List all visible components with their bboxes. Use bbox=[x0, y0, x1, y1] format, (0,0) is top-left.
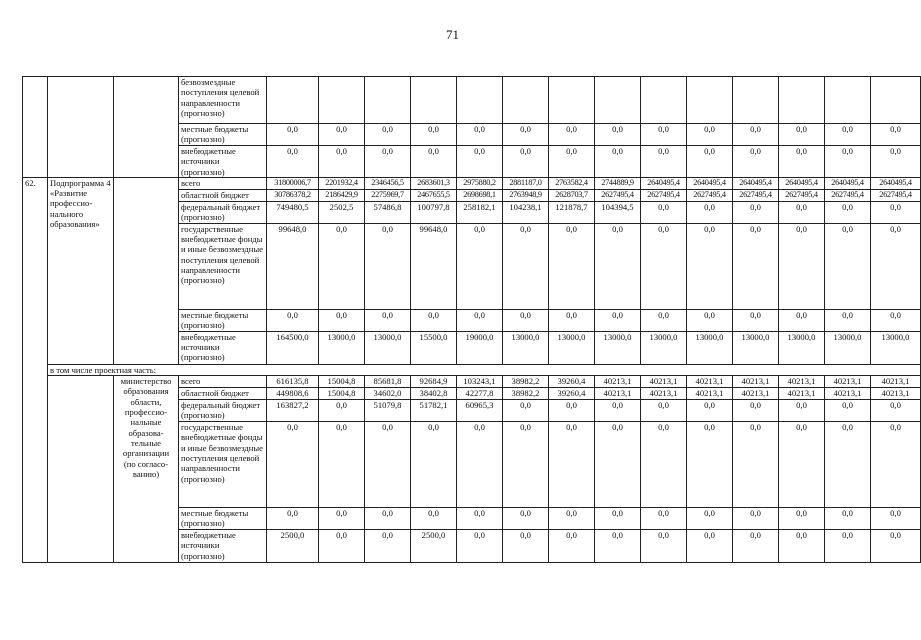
value-cell: 0,0 bbox=[687, 508, 733, 530]
value-cell: 2627495,4 bbox=[871, 189, 921, 201]
value-cell: 121878,7 bbox=[549, 201, 595, 223]
value-cell: 0,0 bbox=[779, 422, 825, 508]
value-cell: 0,0 bbox=[733, 223, 779, 309]
value-cell: 40213,1 bbox=[687, 376, 733, 388]
value-cell: 60965,3 bbox=[457, 400, 503, 422]
source-cell: федеральный бюджет (прогнозно) bbox=[179, 400, 267, 422]
value-cell: 13000,0 bbox=[595, 331, 641, 364]
value-cell: 0,0 bbox=[825, 223, 871, 309]
value-cell: 0,0 bbox=[365, 508, 411, 530]
value-cell: 40213,1 bbox=[779, 376, 825, 388]
value-cell: 0,0 bbox=[825, 400, 871, 422]
value-cell: 0,0 bbox=[779, 223, 825, 309]
value-cell: 0,0 bbox=[825, 422, 871, 508]
value-cell: 0,0 bbox=[687, 530, 733, 563]
value-cell: 0,0 bbox=[457, 124, 503, 146]
value-cell: 0,0 bbox=[319, 223, 365, 309]
value-cell: 0,0 bbox=[503, 508, 549, 530]
value-cell: 0,0 bbox=[641, 508, 687, 530]
section-row bbox=[23, 364, 921, 375]
value-cell bbox=[319, 77, 365, 124]
value-cell: 31800006,7 bbox=[267, 177, 319, 189]
value-cell: 163827,2 bbox=[267, 400, 319, 422]
value-cell: 2186429,9 bbox=[319, 189, 365, 201]
value-cell: 749480,5 bbox=[267, 201, 319, 223]
value-cell: 38982,2 bbox=[503, 388, 549, 400]
value-cell: 51079,8 bbox=[365, 400, 411, 422]
value-cell: 0,0 bbox=[267, 146, 319, 178]
value-cell: 258182,1 bbox=[457, 201, 503, 223]
value-cell: 0,0 bbox=[641, 530, 687, 563]
value-cell: 19000,0 bbox=[457, 331, 503, 364]
value-cell: 0,0 bbox=[871, 146, 921, 178]
value-cell bbox=[687, 77, 733, 124]
budget-table-body bbox=[23, 77, 921, 563]
value-cell: 2627495,4 bbox=[733, 189, 779, 201]
value-cell: 13000,0 bbox=[549, 331, 595, 364]
value-cell: 40213,1 bbox=[779, 388, 825, 400]
value-cell: 0,0 bbox=[779, 508, 825, 530]
value-cell: 0,0 bbox=[733, 309, 779, 331]
source-cell: всего bbox=[179, 376, 267, 388]
value-cell: 38982,2 bbox=[503, 376, 549, 388]
value-cell: 40213,1 bbox=[641, 388, 687, 400]
value-cell: 0,0 bbox=[641, 223, 687, 309]
value-cell: 0,0 bbox=[595, 422, 641, 508]
value-cell: 40213,1 bbox=[595, 376, 641, 388]
value-cell: 0,0 bbox=[733, 201, 779, 223]
value-cell: 2640495,4 bbox=[825, 177, 871, 189]
value-cell: 0,0 bbox=[411, 508, 457, 530]
value-cell: 0,0 bbox=[503, 124, 549, 146]
value-cell: 0,0 bbox=[503, 530, 549, 563]
value-cell bbox=[411, 77, 457, 124]
value-cell bbox=[503, 77, 549, 124]
value-cell: 40213,1 bbox=[825, 388, 871, 400]
value-cell: 2640495,4 bbox=[687, 177, 733, 189]
value-cell: 13000,0 bbox=[825, 331, 871, 364]
value-cell: 0,0 bbox=[411, 124, 457, 146]
value-cell: 0,0 bbox=[549, 530, 595, 563]
value-cell: 0,0 bbox=[503, 400, 549, 422]
value-cell: 2763582,4 bbox=[549, 177, 595, 189]
source-cell: внебюджетные источники (прогнозно) bbox=[179, 331, 267, 364]
value-cell: 0,0 bbox=[825, 201, 871, 223]
value-cell: 0,0 bbox=[779, 201, 825, 223]
value-cell: 2627495,4 bbox=[641, 189, 687, 201]
value-cell: 40213,1 bbox=[733, 376, 779, 388]
value-cell: 2640495,4 bbox=[871, 177, 921, 189]
value-cell: 0,0 bbox=[687, 309, 733, 331]
table-row bbox=[23, 376, 921, 388]
value-cell: 0,0 bbox=[825, 508, 871, 530]
value-cell: 0,0 bbox=[457, 309, 503, 331]
value-cell: 13000,0 bbox=[503, 331, 549, 364]
value-cell: 0,0 bbox=[595, 124, 641, 146]
value-cell: 0,0 bbox=[733, 508, 779, 530]
value-cell: 0,0 bbox=[549, 146, 595, 178]
value-cell: 38402,8 bbox=[411, 388, 457, 400]
value-cell: 0,0 bbox=[267, 422, 319, 508]
value-cell: 40213,1 bbox=[871, 376, 921, 388]
value-cell: 15004,8 bbox=[319, 376, 365, 388]
source-cell: внебюджетные источники (прогнозно) bbox=[179, 530, 267, 563]
value-cell: 0,0 bbox=[457, 530, 503, 563]
value-cell: 0,0 bbox=[641, 309, 687, 331]
value-cell: 0,0 bbox=[733, 422, 779, 508]
value-cell: 2627495,4 bbox=[779, 189, 825, 201]
value-cell: 2975880,2 bbox=[457, 177, 503, 189]
value-cell: 2627495,4 bbox=[595, 189, 641, 201]
value-cell: 2500,0 bbox=[267, 530, 319, 563]
value-cell: 2628703,7 bbox=[549, 189, 595, 201]
value-cell: 0,0 bbox=[457, 422, 503, 508]
value-cell: 0,0 bbox=[733, 124, 779, 146]
page-number: 71 bbox=[446, 27, 459, 42]
value-cell: 0,0 bbox=[871, 530, 921, 563]
value-cell: 92684,9 bbox=[411, 376, 457, 388]
value-cell bbox=[733, 77, 779, 124]
value-cell: 0,0 bbox=[457, 146, 503, 178]
value-cell: 0,0 bbox=[595, 309, 641, 331]
value-cell: 0,0 bbox=[687, 223, 733, 309]
value-cell: 39260,4 bbox=[549, 376, 595, 388]
value-cell: 13000,0 bbox=[871, 331, 921, 364]
table-row bbox=[23, 177, 921, 189]
value-cell: 0,0 bbox=[319, 146, 365, 178]
value-cell: 0,0 bbox=[549, 400, 595, 422]
name-cell bbox=[48, 77, 114, 178]
value-cell: 616135,8 bbox=[267, 376, 319, 388]
value-cell bbox=[549, 77, 595, 124]
value-cell: 2763948,9 bbox=[503, 189, 549, 201]
value-cell: 0,0 bbox=[595, 400, 641, 422]
value-cell: 0,0 bbox=[319, 508, 365, 530]
value-cell: 0,0 bbox=[641, 124, 687, 146]
value-cell: 0,0 bbox=[779, 309, 825, 331]
value-cell: 34602,0 bbox=[365, 388, 411, 400]
value-cell: 40213,1 bbox=[687, 388, 733, 400]
value-cell: 104394,5 bbox=[595, 201, 641, 223]
value-cell: 2698698,1 bbox=[457, 189, 503, 201]
value-cell: 2640495,4 bbox=[779, 177, 825, 189]
value-cell: 0,0 bbox=[549, 422, 595, 508]
value-cell: 2640495,4 bbox=[733, 177, 779, 189]
value-cell: 2881187,0 bbox=[503, 177, 549, 189]
value-cell: 51782,1 bbox=[411, 400, 457, 422]
value-cell: 449808,6 bbox=[267, 388, 319, 400]
table-row bbox=[23, 77, 921, 124]
value-cell: 40213,1 bbox=[595, 388, 641, 400]
value-cell bbox=[641, 77, 687, 124]
value-cell bbox=[825, 77, 871, 124]
value-cell: 0,0 bbox=[267, 508, 319, 530]
empty-name-cell bbox=[48, 376, 114, 563]
value-cell: 0,0 bbox=[641, 400, 687, 422]
program-number: 62. bbox=[23, 177, 48, 562]
value-cell: 100797,8 bbox=[411, 201, 457, 223]
value-cell: 0,0 bbox=[319, 422, 365, 508]
value-cell: 13000,0 bbox=[319, 331, 365, 364]
value-cell: 0,0 bbox=[411, 309, 457, 331]
source-cell: областной бюджет bbox=[179, 388, 267, 400]
value-cell: 104238,1 bbox=[503, 201, 549, 223]
value-cell: 0,0 bbox=[825, 530, 871, 563]
value-cell: 40213,1 bbox=[641, 376, 687, 388]
value-cell: 13000,0 bbox=[365, 331, 411, 364]
value-cell: 2275969,7 bbox=[365, 189, 411, 201]
value-cell: 0,0 bbox=[549, 124, 595, 146]
source-cell: местные бюджеты (прогнозно) bbox=[179, 124, 267, 146]
value-cell: 2640495,4 bbox=[641, 177, 687, 189]
value-cell: 0,0 bbox=[687, 201, 733, 223]
value-cell: 0,0 bbox=[733, 146, 779, 178]
value-cell: 42277,8 bbox=[457, 388, 503, 400]
value-cell: 0,0 bbox=[871, 309, 921, 331]
value-cell: 0,0 bbox=[825, 309, 871, 331]
value-cell: 0,0 bbox=[871, 201, 921, 223]
value-cell: 0,0 bbox=[365, 309, 411, 331]
value-cell: 0,0 bbox=[687, 400, 733, 422]
value-cell: 0,0 bbox=[687, 422, 733, 508]
executor-cell bbox=[114, 177, 179, 364]
value-cell bbox=[871, 77, 921, 124]
program-name: Подпрограмма 4 «Развитие профессио-нального образования» bbox=[48, 177, 114, 364]
value-cell: 13000,0 bbox=[641, 331, 687, 364]
value-cell: 0,0 bbox=[365, 530, 411, 563]
value-cell: 2627495,4 bbox=[825, 189, 871, 201]
value-cell: 40213,1 bbox=[733, 388, 779, 400]
value-cell: 0,0 bbox=[779, 530, 825, 563]
value-cell: 2502,5 bbox=[319, 201, 365, 223]
project-section-label: в том числе проектная часть: bbox=[48, 364, 921, 375]
value-cell: 13000,0 bbox=[733, 331, 779, 364]
executor-cell bbox=[114, 77, 179, 178]
value-cell: 0,0 bbox=[365, 422, 411, 508]
source-cell: местные бюджеты (прогнозно) bbox=[179, 309, 267, 331]
value-cell: 0,0 bbox=[503, 422, 549, 508]
value-cell: 0,0 bbox=[595, 146, 641, 178]
value-cell: 13000,0 bbox=[779, 331, 825, 364]
ministry-name: министерство образования области, профессио-нальные образова-тельные организации (по согласо-ванию) bbox=[114, 376, 179, 563]
value-cell: 0,0 bbox=[733, 530, 779, 563]
value-cell: 0,0 bbox=[641, 201, 687, 223]
source-cell: государственные внебюджетные фонды и иные безвозмездные поступления целевой направленности (прогнозно) bbox=[179, 223, 267, 309]
value-cell: 0,0 bbox=[871, 508, 921, 530]
value-cell: 0,0 bbox=[365, 146, 411, 178]
value-cell: 0,0 bbox=[779, 400, 825, 422]
source-cell: государственные внебюджетные фонды и иные безвозмездные поступления целевой направленности (прогнозно) bbox=[179, 422, 267, 508]
value-cell: 0,0 bbox=[319, 309, 365, 331]
value-cell: 13000,0 bbox=[687, 331, 733, 364]
source-cell: местные бюджеты (прогнозно) bbox=[179, 508, 267, 530]
value-cell: 0,0 bbox=[825, 124, 871, 146]
value-cell: 0,0 bbox=[595, 508, 641, 530]
value-cell: 2201932,4 bbox=[319, 177, 365, 189]
value-cell: 0,0 bbox=[549, 223, 595, 309]
value-cell: 103243,1 bbox=[457, 376, 503, 388]
value-cell bbox=[365, 77, 411, 124]
value-cell: 0,0 bbox=[267, 309, 319, 331]
value-cell: 0,0 bbox=[457, 223, 503, 309]
source-cell: всего bbox=[179, 177, 267, 189]
value-cell: 0,0 bbox=[411, 422, 457, 508]
value-cell: 30786378,2 bbox=[267, 189, 319, 201]
value-cell bbox=[457, 77, 503, 124]
value-cell: 0,0 bbox=[825, 146, 871, 178]
value-cell: 0,0 bbox=[871, 400, 921, 422]
value-cell: 39260,4 bbox=[549, 388, 595, 400]
source-cell: областной бюджет bbox=[179, 189, 267, 201]
value-cell: 0,0 bbox=[319, 530, 365, 563]
value-cell: 85681,8 bbox=[365, 376, 411, 388]
value-cell: 0,0 bbox=[733, 400, 779, 422]
value-cell: 0,0 bbox=[549, 508, 595, 530]
value-cell: 99648,0 bbox=[411, 223, 457, 309]
value-cell: 99648,0 bbox=[267, 223, 319, 309]
value-cell: 57486,8 bbox=[365, 201, 411, 223]
value-cell: 40213,1 bbox=[871, 388, 921, 400]
value-cell: 0,0 bbox=[503, 309, 549, 331]
value-cell: 15500,0 bbox=[411, 331, 457, 364]
value-cell: 40213,1 bbox=[825, 376, 871, 388]
value-cell: 0,0 bbox=[365, 223, 411, 309]
value-cell: 0,0 bbox=[503, 146, 549, 178]
value-cell: 0,0 bbox=[687, 124, 733, 146]
value-cell bbox=[595, 77, 641, 124]
value-cell: 2744889,9 bbox=[595, 177, 641, 189]
value-cell: 0,0 bbox=[267, 124, 319, 146]
value-cell: 2683601,3 bbox=[411, 177, 457, 189]
value-cell: 0,0 bbox=[641, 422, 687, 508]
value-cell: 0,0 bbox=[503, 223, 549, 309]
value-cell: 0,0 bbox=[687, 146, 733, 178]
value-cell: 0,0 bbox=[871, 223, 921, 309]
number-cell bbox=[23, 77, 48, 178]
source-cell: безвозмездные поступления целевой направленности (прогнозно) bbox=[179, 77, 267, 124]
value-cell: 0,0 bbox=[319, 400, 365, 422]
value-cell: 0,0 bbox=[411, 146, 457, 178]
value-cell: 0,0 bbox=[457, 508, 503, 530]
value-cell: 0,0 bbox=[871, 422, 921, 508]
value-cell: 0,0 bbox=[641, 146, 687, 178]
budget-table bbox=[22, 76, 921, 563]
value-cell: 0,0 bbox=[779, 124, 825, 146]
source-cell: федеральный бюджет (прогнозно) bbox=[179, 201, 267, 223]
value-cell: 0,0 bbox=[319, 124, 365, 146]
value-cell: 2467655,5 bbox=[411, 189, 457, 201]
value-cell: 0,0 bbox=[595, 530, 641, 563]
value-cell: 15004,8 bbox=[319, 388, 365, 400]
value-cell: 2627495,4 bbox=[687, 189, 733, 201]
value-cell: 0,0 bbox=[365, 124, 411, 146]
value-cell: 0,0 bbox=[595, 223, 641, 309]
value-cell: 2500,0 bbox=[411, 530, 457, 563]
value-cell: 2346456,5 bbox=[365, 177, 411, 189]
value-cell bbox=[779, 77, 825, 124]
value-cell: 0,0 bbox=[779, 146, 825, 178]
value-cell: 164500,0 bbox=[267, 331, 319, 364]
value-cell: 0,0 bbox=[549, 309, 595, 331]
value-cell: 0,0 bbox=[871, 124, 921, 146]
source-cell: внебюджетные источники (прогнозно) bbox=[179, 146, 267, 178]
value-cell bbox=[267, 77, 319, 124]
